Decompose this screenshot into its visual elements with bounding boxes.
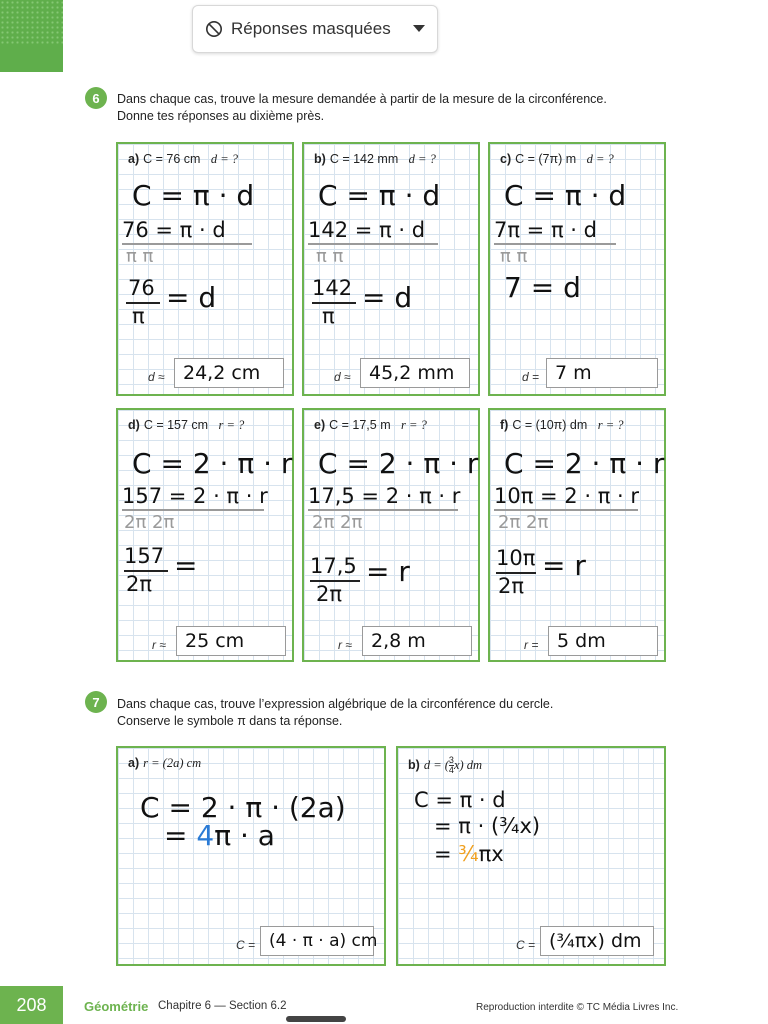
work-line-1: C = π · d bbox=[414, 788, 506, 812]
answer-value: 5 dm bbox=[557, 630, 606, 652]
work-line-1: C = 2 · π · r bbox=[132, 447, 293, 480]
question-7-line1: Dans chaque cas, trouve l’expression algébrique de la circonférence du cercle. bbox=[117, 697, 554, 711]
answer-value: (4 · π · a) cm bbox=[269, 931, 378, 951]
card-heading: b) d = ( $\frac{3}{4}$ x) dm bbox=[408, 755, 483, 775]
answer-box[interactable] bbox=[546, 358, 658, 388]
work-line-3-result: = bbox=[174, 549, 198, 582]
card-heading: e) C = 17,5 m r = ? bbox=[314, 418, 427, 432]
footer-chapter: Chapitre 6 — Section 6.2 bbox=[158, 1000, 287, 1012]
footer-subject: Géométrie bbox=[84, 999, 149, 1014]
work-line-2: 7π = π · d bbox=[494, 218, 597, 242]
question-6-line2: Donne tes réponses au dixième près. bbox=[117, 109, 325, 123]
answer-box[interactable] bbox=[548, 626, 658, 656]
corner-tab bbox=[0, 0, 63, 72]
page-number: 208 bbox=[0, 986, 63, 1024]
question-6-line1: Dans chaque cas, trouve la mesure demandée à partir de la mesure de la circonférence. bbox=[117, 92, 607, 106]
work-line-2: 17,5 = 2 · π · r bbox=[308, 484, 461, 508]
answer-value: 24,2 cm bbox=[183, 362, 261, 384]
fraction-numerator: 76 bbox=[128, 276, 155, 300]
card-heading: a) r = (2a) cm bbox=[128, 756, 202, 770]
work-line-2: 76 = π · d bbox=[122, 218, 226, 242]
answer-label: r ≈ bbox=[152, 638, 166, 652]
answer-label: r ≈ bbox=[338, 638, 352, 652]
q6-card-b bbox=[302, 142, 480, 396]
card-heading: a) C = 76 cm d = ? bbox=[128, 152, 239, 166]
home-indicator[interactable] bbox=[286, 1016, 346, 1022]
q6-card-e bbox=[302, 408, 480, 662]
fraction-denominator: 2π bbox=[126, 572, 153, 596]
q7-card-b bbox=[396, 746, 666, 966]
question-7-line2: Conserve le symbole π dans ta réponse. bbox=[117, 714, 343, 728]
footer-copyright: Reproduction interdite © TC Média Livres Inc. bbox=[476, 1002, 679, 1013]
work-line-3-result: = d bbox=[166, 281, 217, 314]
answer-value: 45,2 mm bbox=[369, 362, 455, 384]
work-line-1: C = π · d bbox=[504, 179, 627, 212]
question-6-text bbox=[117, 91, 607, 125]
work-line-2-denominators: 2π 2π bbox=[498, 512, 549, 533]
card-heading: c) C = (7π) m d = ? bbox=[500, 152, 614, 166]
work-line-3: = ¾πx bbox=[434, 842, 504, 866]
question-7-text bbox=[117, 696, 553, 730]
q7-card-a bbox=[116, 746, 386, 966]
eye-slash-icon bbox=[205, 20, 223, 38]
work-line-2: 10π = 2 · π · r bbox=[494, 484, 640, 508]
fraction-denominator: π bbox=[322, 304, 335, 328]
q6-card-c bbox=[488, 142, 666, 396]
work-line-3-result: = r bbox=[366, 555, 410, 588]
card-heading: b) C = 142 mm d = ? bbox=[314, 152, 436, 166]
work-line-2-denominators: π π bbox=[126, 246, 154, 267]
work-line-1: C = 2 · π · r bbox=[318, 447, 479, 480]
answer-label: d = bbox=[522, 370, 540, 384]
fraction-denominator: 2π bbox=[498, 574, 525, 598]
work-line-3-result: = r bbox=[542, 549, 586, 582]
answer-label: d ≈ bbox=[148, 370, 165, 384]
work-line-1: C = π · d bbox=[318, 179, 441, 212]
answer-box[interactable] bbox=[540, 926, 654, 956]
work-line-3-result: 7 = d bbox=[504, 271, 581, 304]
answer-label: C = bbox=[236, 938, 256, 952]
answer-box[interactable] bbox=[362, 626, 472, 656]
work-line-3-result: = d bbox=[362, 281, 413, 314]
answer-label: r = bbox=[524, 638, 539, 652]
work-line-2-denominators: π π bbox=[500, 246, 528, 267]
answer-box[interactable] bbox=[176, 626, 286, 656]
answers-toggle-label: Réponses masquées bbox=[231, 19, 391, 38]
answer-label: C = bbox=[516, 938, 536, 952]
fraction-numerator: 10π bbox=[496, 546, 536, 570]
card-heading: d) C = 157 cm r = ? bbox=[128, 418, 245, 432]
q6-card-f bbox=[488, 408, 666, 662]
fraction-denominator: 2π bbox=[316, 582, 343, 606]
answer-value: (¾πx) dm bbox=[549, 930, 642, 952]
question-7-badge: 7 bbox=[85, 691, 107, 713]
work-line-2-denominators: 2π 2π bbox=[124, 512, 175, 533]
answer-box[interactable] bbox=[360, 358, 470, 388]
fraction-numerator: 17,5 bbox=[310, 554, 357, 578]
fraction-numerator: 142 bbox=[312, 276, 353, 300]
q6-card-a bbox=[116, 142, 294, 396]
work-line-1: C = 2 · π · (2a) bbox=[140, 791, 346, 824]
work-line-2: 142 = π · d bbox=[308, 218, 426, 242]
work-line-2-denominators: π π bbox=[316, 246, 344, 267]
answers-toggle-button[interactable] bbox=[192, 5, 438, 53]
fraction-numerator: 157 bbox=[124, 544, 165, 568]
work-line-2: = π · (¾x) bbox=[434, 814, 541, 838]
answer-value: 2,8 m bbox=[371, 630, 426, 652]
answer-value: 7 m bbox=[555, 362, 592, 384]
q6-card-d bbox=[116, 408, 294, 662]
answer-value: 25 cm bbox=[185, 630, 245, 652]
answer-box[interactable] bbox=[260, 926, 378, 956]
card-heading: f) C = (10π) dm r = ? bbox=[500, 418, 624, 432]
work-line-1: C = 2 · π · r bbox=[504, 447, 665, 480]
work-line-2: = 4π · a bbox=[164, 819, 275, 852]
work-line-2-denominators: 2π 2π bbox=[312, 512, 363, 533]
work-line-1: C = π · d bbox=[132, 179, 255, 212]
answer-box[interactable] bbox=[174, 358, 284, 388]
fraction-denominator: π bbox=[132, 304, 145, 328]
work-line-2: 157 = 2 · π · r bbox=[122, 484, 268, 508]
question-6-badge: 6 bbox=[85, 87, 107, 109]
chevron-down-icon bbox=[413, 25, 425, 32]
answer-label: d ≈ bbox=[334, 370, 351, 384]
